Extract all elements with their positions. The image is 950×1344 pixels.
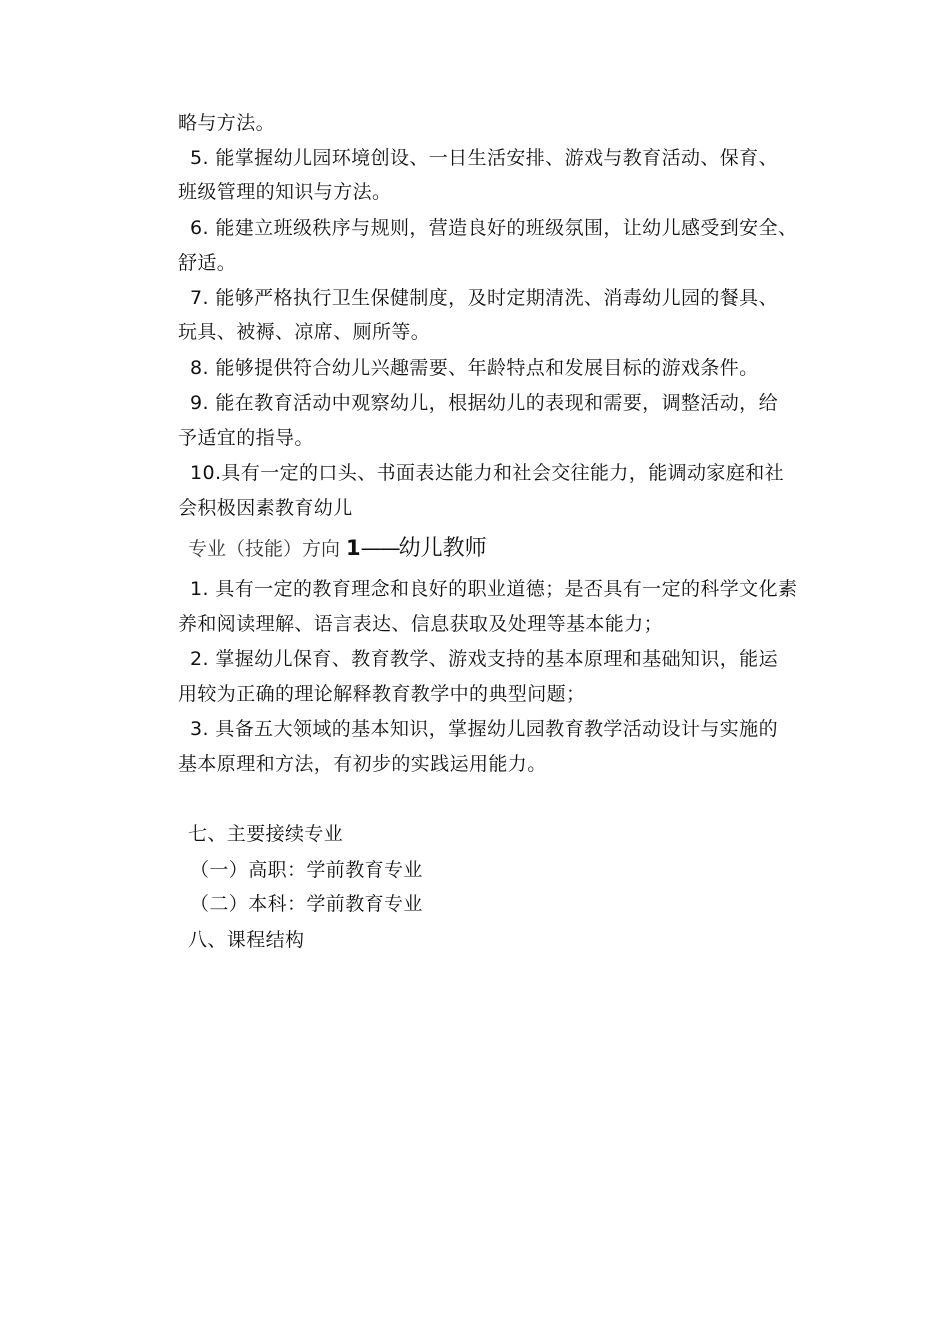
text-line: 养和阅读理解、语言表达、信息获取及处理等基本能力； — [178, 613, 664, 635]
list-item-10: 10.具有一定的口头、书面表达能力和社会交往能力，能调动家庭和社 — [190, 462, 785, 484]
section-8-title: 八、课程结构 — [188, 929, 305, 951]
text-line: 舒适。 — [178, 252, 237, 274]
direction-heading-number: 1 — [346, 536, 361, 560]
text-line: 予适宜的指导。 — [178, 427, 314, 449]
direction-heading-dash: —— — [360, 536, 399, 560]
list-item-5: 5. 能掌握幼儿园环境创设、一日生活安排、游戏与教育活动、保育、 — [190, 147, 778, 169]
direction-item-2: 2. 掌握幼儿保育、教育教学、游戏支持的基本原理和基础知识，能运 — [190, 648, 778, 670]
direction-heading-prefix: 专业（技能）方向 — [188, 538, 347, 560]
text-line: 玩具、被褥、凉席、厕所等。 — [178, 321, 431, 343]
text-line: 会积极因素教育幼儿 — [178, 497, 353, 519]
text-line: 略与方法。 — [178, 112, 276, 134]
section-7-title: 七、主要接续专业 — [188, 823, 344, 845]
section-7-item-1: （一）高职：学前教育专业 — [190, 859, 423, 881]
list-item-8: 8. 能够提供符合幼儿兴趣需要、年龄特点和发展目标的游戏条件。 — [190, 357, 759, 379]
list-item-7: 7. 能够严格执行卫生保健制度，及时定期清洗、消毒幼儿园的餐具、 — [190, 287, 778, 309]
section-7-item-2: （二）本科：学前教育专业 — [190, 893, 423, 915]
direction-item-3: 3. 具备五大领域的基本知识，掌握幼儿园教育教学活动设计与实施的 — [190, 718, 778, 740]
text-line: 用较为正确的理论解释教育教学中的典型问题； — [178, 683, 586, 705]
direction-heading-title: 幼儿教师 — [398, 536, 487, 561]
direction-heading — [188, 534, 487, 563]
list-item-6: 6. 能建立班级秩序与规则，营造良好的班级氛围，让幼儿感受到安全、 — [190, 217, 798, 239]
text-line: 基本原理和方法，有初步的实践运用能力。 — [178, 753, 547, 775]
text-line: 班级管理的知识与方法。 — [178, 181, 392, 203]
list-item-9: 9. 能在教育活动中观察幼儿，根据幼儿的表现和需要，调整活动，给 — [190, 392, 778, 414]
direction-item-1: 1. 具有一定的教育理念和良好的职业道德；是否具有一定的科学文化素 — [190, 578, 798, 600]
